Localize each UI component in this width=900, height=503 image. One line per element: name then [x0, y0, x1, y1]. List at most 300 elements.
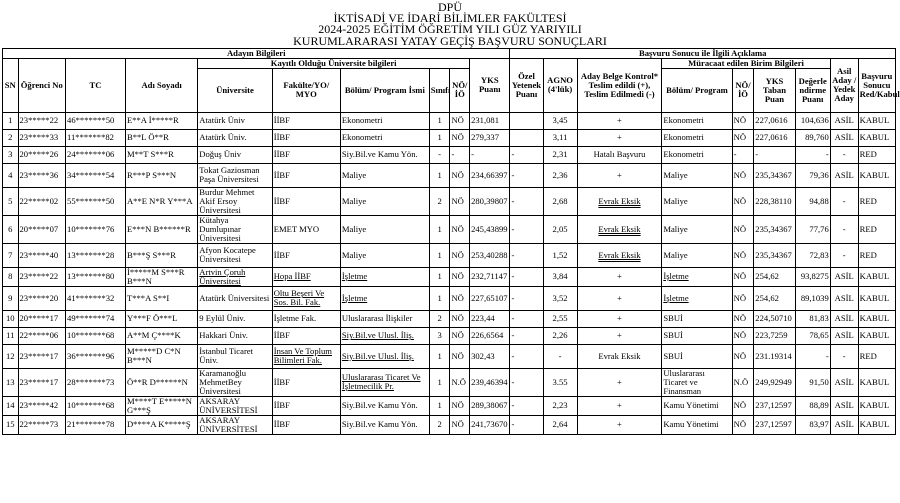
- cell-sinif: 2: [429, 310, 450, 327]
- cell-bolum: Siy.Bil.ve Kamu Yön.: [340, 396, 429, 415]
- cell-degerlendirme: -: [795, 146, 830, 163]
- cell-no-io: -: [450, 146, 470, 163]
- cell-yks-taban: 237,12597: [754, 396, 795, 415]
- cell-universite: Afyon Kocatepe Üniversitesi: [198, 243, 272, 267]
- cell-degerlendirme: 104,636: [795, 112, 830, 129]
- table-row: [3, 215, 896, 243]
- cell-no-io: NÖ: [450, 327, 470, 344]
- cell-belge-kontrol: Hatalı Başvuru: [577, 146, 662, 163]
- cell-no-io: NÖ: [450, 415, 470, 434]
- group-kayitli-universite: Kayıtlı Olduğu Üniversite bilgileri: [198, 58, 470, 68]
- cell-yks: -: [470, 146, 510, 163]
- cell-yks-taban: 227,0616: [754, 129, 795, 146]
- cell-sn: 13: [3, 368, 19, 396]
- cell-adi-soyadi: D****A K*****Ş: [125, 415, 197, 434]
- cell-sinif: -: [429, 146, 450, 163]
- cell-degerlendirme: 72,83: [795, 243, 830, 267]
- cell-yks-taban: 224,50710: [754, 310, 795, 327]
- cell-tc: 21*******78: [66, 415, 126, 434]
- cell-no-io: NÖ: [450, 344, 470, 368]
- cell-belge-kontrol: +: [577, 286, 662, 310]
- cell-tc: 10*******68: [66, 327, 126, 344]
- cell-adi-soyadi: M**T S***R: [125, 146, 197, 163]
- cell-agno: 3,84: [543, 267, 577, 286]
- cell-tc: 24*******06: [66, 146, 126, 163]
- cell-muracaat-bolum: Maliye: [662, 243, 732, 267]
- cell-ogrenci-no: 23*****17: [18, 368, 66, 396]
- cell-no-io: NÖ: [450, 129, 470, 146]
- cell-yks-taban: 249,92949: [754, 368, 795, 396]
- col-ogrenci-no: Öğrenci No: [18, 58, 66, 112]
- group-muracaat-birim: Müracaat edilen Birim Bilgileri: [662, 58, 830, 68]
- col-fakulte: Fakülte/YO/ MYO: [272, 68, 340, 112]
- cell-sn: 6: [3, 215, 19, 243]
- group-basvuru-sonucu: Başvuru Sonucu ile İlgili Açıklama: [510, 48, 896, 58]
- cell-no-io: NÖ: [450, 286, 470, 310]
- cell-adi-soyadi: E**A İ*****R: [125, 112, 197, 129]
- cell-bolum: Ekonometri: [340, 129, 429, 146]
- cell-ogrenci-no: 22*****06: [18, 327, 66, 344]
- table-row: [3, 310, 896, 327]
- cell-muracaat-no-io: NÖ: [732, 415, 754, 434]
- col-basvuru-sonucu: Başvuru Sonucu Red/Kabul: [858, 58, 895, 112]
- cell-adi-soyadi: B**L Ö**R: [125, 129, 197, 146]
- cell-sinif: 1: [429, 267, 450, 286]
- cell-ozel-yetenek: [510, 112, 543, 129]
- cell-sinif: 2: [429, 187, 450, 215]
- cell-fakulte: İİBF: [272, 368, 340, 396]
- cell-muracaat-no-io: NÖ: [732, 215, 754, 243]
- cell-basvuru-sonucu: KABUL: [858, 267, 895, 286]
- cell-no-io: NÖ: [450, 112, 470, 129]
- cell-muracaat-no-io: N.Ö: [732, 368, 754, 396]
- header-line-3: 2024-2025 EĞİTİM ÖĞRETİM YILI GÜZ YARIYILI: [318, 22, 582, 37]
- table-row: [3, 187, 896, 215]
- cell-basvuru-sonucu: RED: [858, 146, 895, 163]
- cell-sn: 2: [3, 129, 19, 146]
- cell-ogrenci-no: 23*****17: [18, 344, 66, 368]
- cell-universite: 9 Eylül Üniv.: [198, 310, 272, 327]
- cell-universite: Artvin Çoruh Üniversitesi: [198, 267, 272, 286]
- cell-ozel-yetenek: -: [510, 267, 543, 286]
- cell-yks-taban: 235,34367: [754, 163, 795, 187]
- cell-degerlendirme: -: [795, 344, 830, 368]
- cell-yks: 232,71147: [470, 267, 510, 286]
- cell-belge-kontrol: +: [577, 112, 662, 129]
- cell-universite: Doğuş Üniv: [198, 146, 272, 163]
- cell-ozel-yetenek: -: [510, 286, 543, 310]
- cell-asil-yedek: ASİL: [830, 267, 858, 286]
- cell-yks-taban: 254,62: [754, 267, 795, 286]
- cell-yks: 226,6564: [470, 327, 510, 344]
- cell-ozel-yetenek: -: [510, 344, 543, 368]
- cell-universite: AKSARAY ÜNİVERSİTESİ: [198, 415, 272, 434]
- table-row: [3, 129, 896, 146]
- cell-agno: 3,45: [543, 112, 577, 129]
- cell-sinif: 1: [429, 112, 450, 129]
- cell-no-io: NÖ: [450, 396, 470, 415]
- cell-fakulte: İİBF: [272, 396, 340, 415]
- cell-ogrenci-no: 23*****22: [18, 112, 66, 129]
- cell-degerlendirme: 93,8275: [795, 267, 830, 286]
- cell-adi-soyadi: İ*****M S***R B***N: [125, 267, 197, 286]
- cell-fakulte: İİBF: [272, 415, 340, 434]
- cell-ozel-yetenek: -: [510, 368, 543, 396]
- cell-tc: 10*******76: [66, 215, 126, 243]
- cell-yks: 245,43899: [470, 215, 510, 243]
- cell-degerlendirme: 77,76: [795, 215, 830, 243]
- cell-yks-taban: 231.19314: [754, 344, 795, 368]
- cell-tc: 13*******80: [66, 267, 126, 286]
- cell-belge-kontrol: +: [577, 267, 662, 286]
- cell-degerlendirme: 83,97: [795, 415, 830, 434]
- cell-ogrenci-no: 23*****40: [18, 243, 66, 267]
- cell-sn: 7: [3, 243, 19, 267]
- cell-degerlendirme: 94,88: [795, 187, 830, 215]
- cell-yks-taban: 227,0616: [754, 112, 795, 129]
- cell-fakulte: İnsan Ve Toplum Bilimleri Fak.: [272, 344, 340, 368]
- cell-sinif: 1: [429, 344, 450, 368]
- cell-muracaat-bolum: Maliye: [662, 163, 732, 187]
- cell-sn: 10: [3, 310, 19, 327]
- cell-sinif: 3: [429, 327, 450, 344]
- cell-basvuru-sonucu: KABUL: [858, 112, 895, 129]
- table-row: [3, 146, 896, 163]
- cell-ogrenci-no: 23*****22: [18, 267, 66, 286]
- cell-ozel-yetenek: [510, 129, 543, 146]
- cell-bolum: Siy.Bil.ve Ulusl. İliş.: [340, 344, 429, 368]
- cell-yks: 289,38067: [470, 396, 510, 415]
- cell-adi-soyadi: M*****D C*N B***N: [125, 344, 197, 368]
- cell-asil-yedek: ASİL: [830, 112, 858, 129]
- cell-bolum: Siy.Bil.ve Ulusl. İliş.: [340, 327, 429, 344]
- col-yks: YKS Puanı: [470, 58, 510, 112]
- cell-universite: Atatürk Üniv: [198, 112, 272, 129]
- cell-muracaat-bolum: İşletme: [662, 267, 732, 286]
- cell-basvuru-sonucu: KABUL: [858, 129, 895, 146]
- cell-basvuru-sonucu: KABUL: [858, 286, 895, 310]
- cell-ogrenci-no: 22*****02: [18, 187, 66, 215]
- cell-agno: 1,52: [543, 243, 577, 267]
- cell-asil-yedek: ASİL: [830, 396, 858, 415]
- cell-sn: 3: [3, 146, 19, 163]
- cell-sinif: 1: [429, 368, 450, 396]
- cell-belge-kontrol: +: [577, 163, 662, 187]
- group-aday-bilgileri: Adayın Bilgileri: [3, 48, 510, 58]
- cell-muracaat-no-io: NÖ: [732, 267, 754, 286]
- cell-bolum: Uluslararası Ticaret Ve İşletmecilik Pr.: [340, 368, 429, 396]
- cell-ogrenci-no: 23*****42: [18, 396, 66, 415]
- col-yks-taban: YKS Taban Puan: [754, 68, 795, 112]
- cell-muracaat-no-io: NÖ: [732, 187, 754, 215]
- cell-muracaat-no-io: NÖ: [732, 327, 754, 344]
- cell-yks-taban: 228,38110: [754, 187, 795, 215]
- cell-ogrenci-no: 20*****26: [18, 146, 66, 163]
- cell-fakulte: Hopa İİBF: [272, 267, 340, 286]
- cell-sinif: 1: [429, 396, 450, 415]
- cell-sn: 15: [3, 415, 19, 434]
- cell-ogrenci-no: 23*****36: [18, 163, 66, 187]
- cell-asil-yedek: ASİL: [830, 310, 858, 327]
- cell-no-io: NÖ: [450, 187, 470, 215]
- col-agno: AGNO (4'lük): [543, 58, 577, 112]
- table-row: [3, 112, 896, 129]
- cell-agno: 2,31: [543, 146, 577, 163]
- cell-muracaat-bolum: Ekonometri: [662, 112, 732, 129]
- cell-belge-kontrol: +: [577, 415, 662, 434]
- cell-adi-soyadi: R***P S***N: [125, 163, 197, 187]
- cell-tc: 55*******50: [66, 187, 126, 215]
- cell-adi-soyadi: T***A S**I: [125, 286, 197, 310]
- cell-yks-taban: 237,12597: [754, 415, 795, 434]
- cell-ogrenci-no: 20*****07: [18, 215, 66, 243]
- cell-asil-yedek: ASİL: [830, 163, 858, 187]
- cell-yks: 253,40288: [470, 243, 510, 267]
- cell-degerlendirme: 91,50: [795, 368, 830, 396]
- col-degerlendirme: Değerle ndirme Puanı: [795, 68, 830, 112]
- cell-fakulte: İİBF: [272, 112, 340, 129]
- cell-tc: 41*******32: [66, 286, 126, 310]
- cell-asil-yedek: ASİL: [830, 286, 858, 310]
- cell-ogrenci-no: 23*****33: [18, 129, 66, 146]
- cell-universite: AKSARAY ÜNİVERSİTESİ: [198, 396, 272, 415]
- cell-yks-taban: 235,34367: [754, 243, 795, 267]
- cell-muracaat-no-io: NÖ: [732, 112, 754, 129]
- cell-universite: Burdur Mehmet Akif Ersoy Üniversitesi: [198, 187, 272, 215]
- table-row: [3, 396, 896, 415]
- cell-sn: 8: [3, 267, 19, 286]
- table-row: [3, 267, 896, 286]
- cell-bolum: Uluslararası İlişkiler: [340, 310, 429, 327]
- cell-muracaat-bolum: Ekonometri: [662, 129, 732, 146]
- cell-agno: 3,11: [543, 129, 577, 146]
- cell-no-io: N.Ö: [450, 368, 470, 396]
- cell-muracaat-no-io: NÖ: [732, 163, 754, 187]
- header-line-1: DPÜ: [437, 0, 462, 14]
- cell-agno: -: [543, 344, 577, 368]
- table-row: [3, 243, 896, 267]
- cell-basvuru-sonucu: KABUL: [858, 368, 895, 396]
- cell-fakulte: İİBF: [272, 327, 340, 344]
- col-adi-soyadi: Adı Soyadı: [125, 58, 197, 112]
- cell-basvuru-sonucu: KABUL: [858, 415, 895, 434]
- cell-adi-soyadi: A**M Ç****K: [125, 327, 197, 344]
- cell-degerlendirme: 79,36: [795, 163, 830, 187]
- cell-asil-yedek: ASİL: [830, 415, 858, 434]
- cell-bolum: Ekonometri: [340, 112, 429, 129]
- cell-agno: 2,55: [543, 310, 577, 327]
- col-sn: SN: [3, 58, 19, 112]
- cell-sinif: 1: [429, 243, 450, 267]
- cell-asil-yedek: -: [830, 215, 858, 243]
- cell-fakulte: İİBF: [272, 243, 340, 267]
- cell-basvuru-sonucu: RED: [858, 187, 895, 215]
- cell-no-io: NÖ: [450, 163, 470, 187]
- cell-universite: Hakkari Üniv.: [198, 327, 272, 344]
- cell-bolum: Siy.Bil.ve Kamu Yön.: [340, 146, 429, 163]
- cell-ozel-yetenek: -: [510, 415, 543, 434]
- cell-belge-kontrol: Evrak Eksik: [577, 243, 662, 267]
- cell-ozel-yetenek: -: [510, 215, 543, 243]
- cell-yks-taban: 223,7259: [754, 327, 795, 344]
- cell-fakulte: İİBF: [272, 129, 340, 146]
- cell-agno: 2,68: [543, 187, 577, 215]
- cell-sn: 9: [3, 286, 19, 310]
- cell-muracaat-bolum: Kamu Yönetimi: [662, 415, 732, 434]
- cell-basvuru-sonucu: KABUL: [858, 310, 895, 327]
- cell-universite: İstanbul Ticaret Üniv.: [198, 344, 272, 368]
- cell-tc: 34*******54: [66, 163, 126, 187]
- cell-muracaat-bolum: Ekonometri: [662, 146, 732, 163]
- cell-ozel-yetenek: -: [510, 396, 543, 415]
- cell-bolum: Maliye: [340, 215, 429, 243]
- cell-ozel-yetenek: -: [510, 243, 543, 267]
- col-sinif: Sınıfı: [429, 68, 450, 112]
- cell-muracaat-bolum: Maliye: [662, 187, 732, 215]
- cell-degerlendirme: 88,89: [795, 396, 830, 415]
- cell-universite: Karamanoğlu MehmetBey Üniversitesi: [198, 368, 272, 396]
- cell-ogrenci-no: 20*****17: [18, 310, 66, 327]
- cell-muracaat-no-io: NÖ: [732, 344, 754, 368]
- cell-ozel-yetenek: -: [510, 187, 543, 215]
- cell-universite: Tokat Gaziosman Paşa Üniversitesi: [198, 163, 272, 187]
- cell-no-io: NÖ: [450, 243, 470, 267]
- cell-sn: 4: [3, 163, 19, 187]
- table-row: [3, 163, 896, 187]
- cell-universite: Atatürk Üniversitesi: [198, 286, 272, 310]
- cell-muracaat-no-io: -: [732, 146, 754, 163]
- cell-tc: 49*******74: [66, 310, 126, 327]
- cell-sinif: 2: [429, 415, 450, 434]
- cell-muracaat-bolum: Maliye: [662, 215, 732, 243]
- cell-basvuru-sonucu: RED: [858, 243, 895, 267]
- cell-adi-soyadi: Y***F Ö***L: [125, 310, 197, 327]
- col-ozel-yetenek: Özel Yetenek Puanı: [510, 58, 543, 112]
- cell-sinif: 1: [429, 286, 450, 310]
- cell-ozel-yetenek: -: [510, 146, 543, 163]
- cell-fakulte: İşletme Fak.: [272, 310, 340, 327]
- table-row: [3, 368, 896, 396]
- cell-muracaat-bolum: Kamu Yönetimi: [662, 396, 732, 415]
- cell-ozel-yetenek: -: [510, 327, 543, 344]
- cell-adi-soyadi: E***N B******R: [125, 215, 197, 243]
- table-row: [3, 286, 896, 310]
- cell-agno: 2,23: [543, 396, 577, 415]
- cell-asil-yedek: ASİL: [830, 129, 858, 146]
- cell-agno: 2,05: [543, 215, 577, 243]
- cell-tc: 46*******50: [66, 112, 126, 129]
- cell-fakulte: EMET MYO: [272, 215, 340, 243]
- cell-adi-soyadi: B***Ş S***R: [125, 243, 197, 267]
- cell-yks: 239,46394: [470, 368, 510, 396]
- cell-asil-yedek: -: [830, 344, 858, 368]
- header-line-4: KURUMLARARASI YATAY GEÇİŞ BAŞVURU SONUÇLARI: [293, 33, 607, 48]
- cell-yks-taban: -: [754, 146, 795, 163]
- cell-sinif: 1: [429, 215, 450, 243]
- cell-muracaat-bolum: İşletme: [662, 286, 732, 310]
- cell-bolum: İşletme: [340, 286, 429, 310]
- cell-bolum: Siy.Bil.ve Kamu Yön.: [340, 415, 429, 434]
- cell-bolum: Maliye: [340, 163, 429, 187]
- cell-sn: 1: [3, 112, 19, 129]
- cell-asil-yedek: -: [830, 187, 858, 215]
- cell-muracaat-bolum: SBUİ: [662, 344, 732, 368]
- cell-muracaat-no-io: NÖ: [732, 243, 754, 267]
- cell-yks: 227,65107: [470, 286, 510, 310]
- document-header: [0, 0, 900, 47]
- cell-yks: 231,081: [470, 112, 510, 129]
- cell-fakulte: Oltu Beşeri Ve Sos. Bil. Fak.: [272, 286, 340, 310]
- cell-yks: 279,337: [470, 129, 510, 146]
- col-universite: Üniversite: [198, 68, 272, 112]
- cell-belge-kontrol: +: [577, 368, 662, 396]
- cell-tc: 36*******96: [66, 344, 126, 368]
- cell-degerlendirme: 89,760: [795, 129, 830, 146]
- cell-no-io: NÖ: [450, 215, 470, 243]
- cell-tc: 13*******28: [66, 243, 126, 267]
- cell-no-io: NÖ: [450, 310, 470, 327]
- cell-ozel-yetenek: -: [510, 310, 543, 327]
- cell-bolum: Maliye: [340, 243, 429, 267]
- cell-muracaat-no-io: NÖ: [732, 129, 754, 146]
- col-no-io: NÖ/ İÖ: [450, 68, 470, 112]
- cell-belge-kontrol: +: [577, 396, 662, 415]
- cell-yks: 302,43: [470, 344, 510, 368]
- cell-sn: 5: [3, 187, 19, 215]
- cell-no-io: NÖ: [450, 267, 470, 286]
- cell-asil-yedek: -: [830, 146, 858, 163]
- cell-bolum: Maliye: [340, 187, 429, 215]
- cell-agno: 2,26: [543, 327, 577, 344]
- cell-ozel-yetenek: -: [510, 163, 543, 187]
- cell-tc: 11*******82: [66, 129, 126, 146]
- cell-bolum: İşletme: [340, 267, 429, 286]
- cell-asil-yedek: -: [830, 243, 858, 267]
- results-table: [2, 47, 900, 435]
- table-row: [3, 415, 896, 434]
- col-belge-kontrol: Aday Belge Kontrol* Teslim edildi (+), Teslim Edilmedi (-): [577, 58, 662, 112]
- cell-basvuru-sonucu: KABUL: [858, 163, 895, 187]
- cell-agno: 2,64: [543, 415, 577, 434]
- cell-sn: 12: [3, 344, 19, 368]
- col-asil-yedek: Asil Aday / Yedek Aday: [830, 58, 858, 112]
- cell-sinif: 1: [429, 163, 450, 187]
- cell-adi-soyadi: A**E N*R Y***A: [125, 187, 197, 215]
- cell-yks: 234,66397: [470, 163, 510, 187]
- cell-degerlendirme: 81,83: [795, 310, 830, 327]
- cell-belge-kontrol: Evrak Eksik: [577, 344, 662, 368]
- cell-tc: 28*******73: [66, 368, 126, 396]
- cell-asil-yedek: ASİL: [830, 368, 858, 396]
- cell-muracaat-bolum: Uluslararası Ticaret ve Finansman: [662, 368, 732, 396]
- cell-sn: 11: [3, 327, 19, 344]
- col-tc: TC: [66, 58, 126, 112]
- cell-belge-kontrol: Evrak Eksik: [577, 215, 662, 243]
- cell-fakulte: İİBF: [272, 146, 340, 163]
- cell-agno: 2,36: [543, 163, 577, 187]
- cell-yks: 241,73670: [470, 415, 510, 434]
- cell-universite: Kütahya Dumlupınar Üniversitesi: [198, 215, 272, 243]
- table-row: [3, 327, 896, 344]
- cell-yks: 223,44: [470, 310, 510, 327]
- cell-basvuru-sonucu: KABUL: [858, 396, 895, 415]
- cell-sn: 14: [3, 396, 19, 415]
- col-muracaat-bolum: Bölüm/ Program: [662, 68, 732, 112]
- cell-muracaat-no-io: NÖ: [732, 286, 754, 310]
- cell-muracaat-bolum: SBUİ: [662, 310, 732, 327]
- cell-degerlendirme: 89,1039: [795, 286, 830, 310]
- cell-muracaat-no-io: NÖ: [732, 310, 754, 327]
